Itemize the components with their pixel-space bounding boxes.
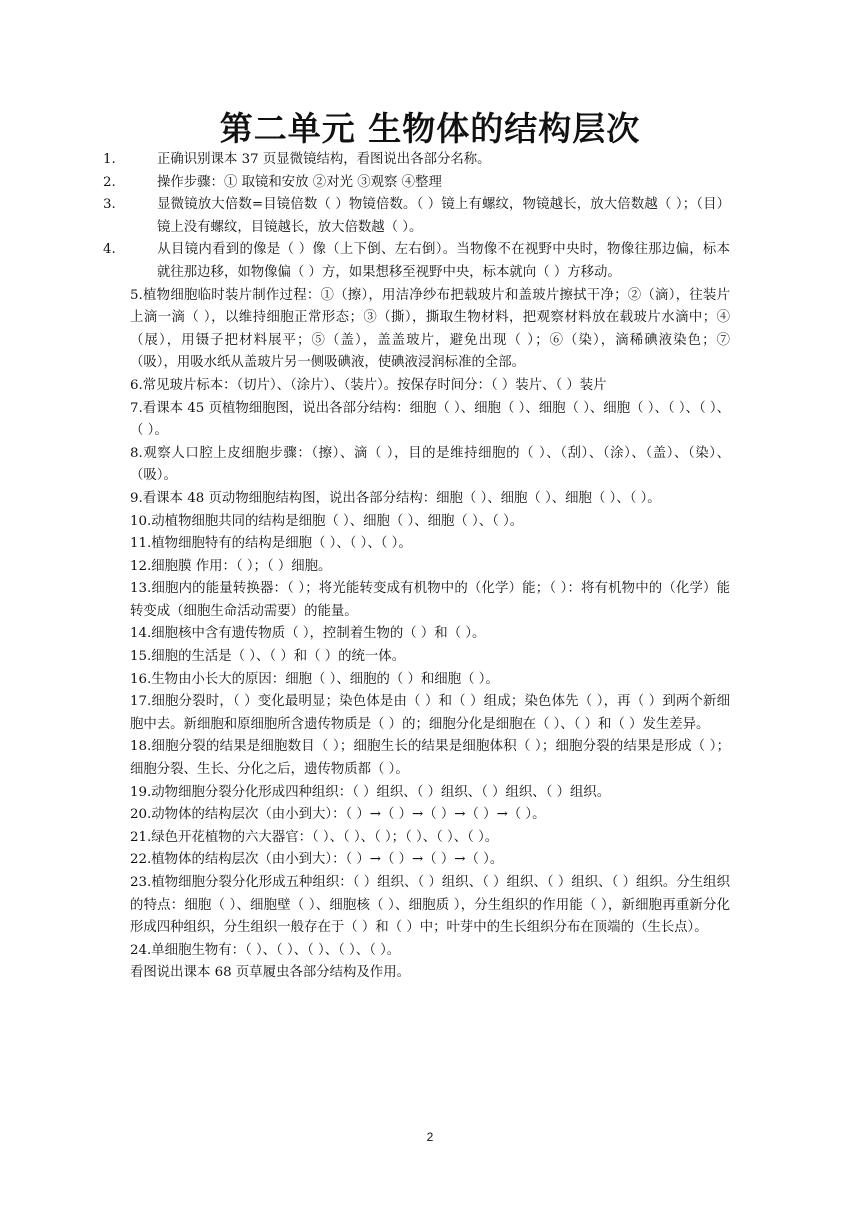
question-list <box>103 149 730 985</box>
list-item: 23.植物细胞分裂分化形成五种组织：（ ）组织、（ ）组织、（ ）组织、（ ）组织、（ ）组织。分生组织的特点：细胞（ ）、细胞壁（ ）、细胞核（ ）、细胞质 ），分生组织的作用能（ ），新细胞再重新分化形成四种组织，分生组织一般存在于（ ）和（ ）中；叶芽中的生长组织分布在顶端的（生长点）。 <box>130 875 730 936</box>
list-item: 22.植物体的结构层次（由小到大）：（ ）→（ ）→（ ）→（ ）。 <box>130 852 504 868</box>
list-item: 13.细胞内的能量转换器：（ ）；将光能转变成有机物中的（化学）能；（ ）：将有机物中的（化学）能转变成（细胞生命活动需要）的能量。 <box>130 581 730 619</box>
list-item: 看图说出课本 68 页草履虫各部分结构及作用。 <box>130 965 410 981</box>
list-item <box>103 149 730 172</box>
item-text: 从目镜内看到的像是（ ）像（上下倒、左右倒）。当物像不在视野中央时，物像往那边偏，标本就往那边移，如物像偏（ ）方，如果想移至视野中央，标本就向（ ）方移动。 <box>157 242 730 280</box>
list-item: 10.动植物细胞共同的结构是细胞（ ）、细胞（ ）、细胞（ ）、（ ）。 <box>130 513 524 529</box>
item-text: 正确识别课本 37 页显微镜结构，看图说出各部分名称。 <box>157 152 491 167</box>
list-item: 15.细胞的生活是（ ）、（ ）和（ ）的统一体。 <box>130 649 406 665</box>
list-item: 14.细胞核中含有遗传物质（ ），控制着生物的（ ）和（ ）。 <box>130 626 486 642</box>
item-number: 1. <box>103 152 116 167</box>
list-item <box>103 172 730 195</box>
list-item: 7.看课本 45 页植物细胞图，说出各部分结构：细胞（ ）、细胞（ ）、细胞（ ）、细胞（ ）、（ ）、（ ）、（ ）。 <box>130 400 730 439</box>
item-number: 3. <box>103 197 116 213</box>
list-item: 8.观察人口腔上皮细胞步骤：（擦）、滴（ ），目的是维持细胞的（ ）、（刮）、（涂）、（盖）、（染）、（吸）。 <box>130 445 730 484</box>
item-text: 显微镜放大倍数=目镜倍数（ ）物镜倍数。（ ）镜上有螺纹，物镜越长，放大倍数越（ ）；（目）镜上没有螺纹，目镜越长，放大倍数越（ ）。 <box>157 197 730 235</box>
list-item: 24.单细胞生物有：（ ）、（ ）、（ ）、（ ）、（ ）。 <box>130 942 401 958</box>
list-item <box>103 194 730 239</box>
list-item: 11.植物细胞特有的结构是细胞（ ）、（ ）、（ ）。 <box>130 536 412 552</box>
list-item <box>103 239 730 284</box>
page-title: 第二单元 生物体的结构层次 <box>219 109 641 148</box>
list-item: 17.细胞分裂时，（ ）变化最明显；染色体是由（ ）和（ ）组成；染色体先（ ），再（ ）到两个新细胞中去。新细胞和原细胞所含遗传物质是（ ）的；细胞分化是细胞在（ ）、（ ）和（ ）发生差异。 <box>130 694 730 732</box>
list-item: 21.绿色开花植物的六大器官：（ ）、（ ）、（ ）；（ ）、（ ）、（ ）。 <box>130 829 499 845</box>
page-number: 2 <box>426 1130 434 1144</box>
list-item: 20.动物体的结构层次（由小到大）：（ ）→（ ）→（ ）→（ ）→（ ）。 <box>130 807 546 823</box>
list-item: 12.细胞膜 作用：（ ）；（ ）细胞。 <box>130 558 332 574</box>
item-number: 4. <box>103 242 116 258</box>
list-item: 16.生物由小长大的原因：细胞（ ）、细胞的（ ）和细胞（ ）。 <box>130 671 499 687</box>
item-number: 2. <box>103 174 116 190</box>
list-item: 5.植物细胞临时装片制作过程：①（擦），用洁净纱布把载玻片和盖玻片擦拭干净；②（滴），往装片上滴一滴（ ），以维持细胞正常形态；③（撕），撕取生物材料，把观察材料放在载玻片水滴中；④（展），用镊子把材料展平；⑤（盖），盖盖玻片，避免出现（ ）；⑥（染），滴稀碘液染色；⑦（吸），用吸水纸从盖玻片另一侧吸碘液，使碘液浸润标准的全部。 <box>130 287 730 371</box>
list-item: 18.细胞分裂的结果是细胞数目（ ）；细胞生长的结果是细胞体积（ ）；细胞分裂的结果是形成（ ）；细胞分裂、生长、分化之后，遗传物质都（ ）。 <box>130 739 730 778</box>
list-item: 9.看课本 48 页动物细胞结构图，说出各部分结构：细胞（ ）、细胞（ ）、细胞（ ）、（ ）。 <box>130 490 661 506</box>
list-item: 6.常见玻片标本：（切片）、（涂片）、（装片）。按保存时间分：（ ）装片、（ ）装片 <box>130 377 607 393</box>
item-text: 操作步骤：① 取镜和安放 ②对光 ③观察 ④整理 <box>157 174 442 190</box>
list-item: 19.动物细胞分裂分化形成四种组织：（ ）组织、（ ）组织、（ ）组织、（ ）组织。 <box>130 784 611 800</box>
